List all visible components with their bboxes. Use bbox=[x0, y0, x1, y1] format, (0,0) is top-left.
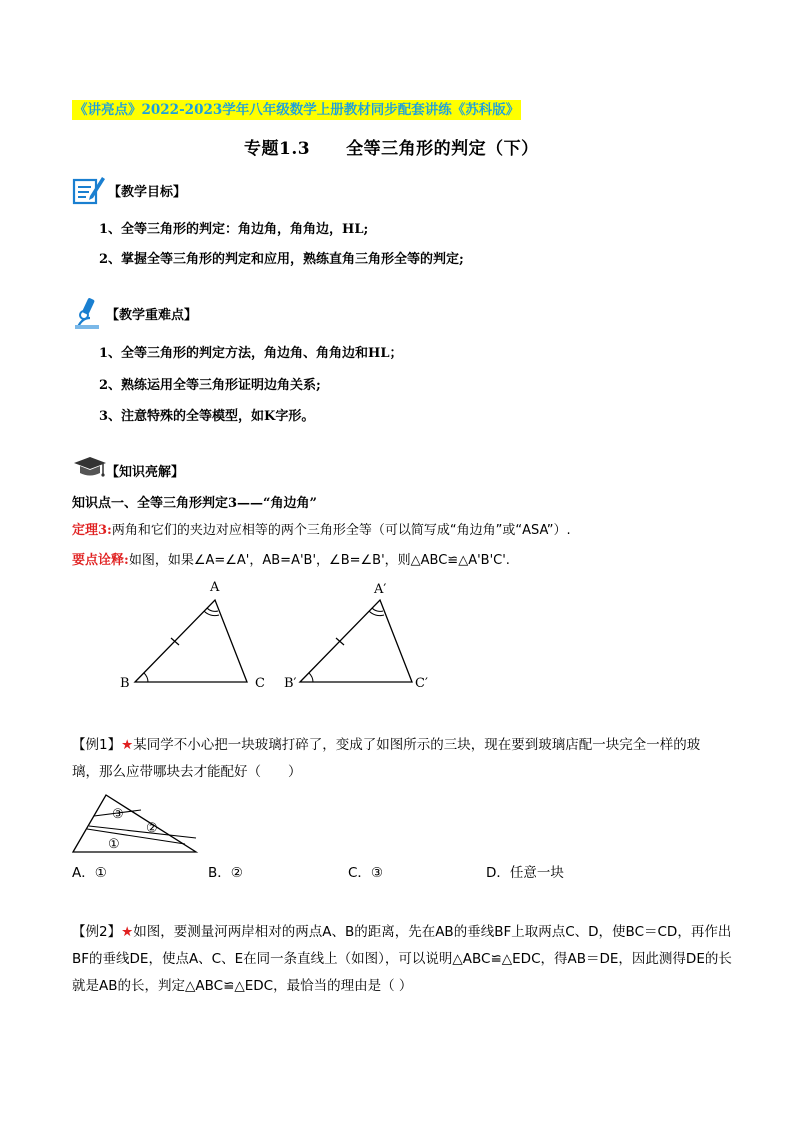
triangle-abc bbox=[120, 580, 265, 691]
objective-item-2: 2、掌握全等三角形的判定和应用，熟练直角三角形全等的判定; bbox=[99, 252, 464, 267]
explain-label: 要点诠释: bbox=[72, 553, 129, 568]
key-explanation bbox=[72, 549, 510, 568]
theorem-text: 两角和它们的夹边对应相等的两个三角形全等（可以简写成“角边角”或“ASA”）. bbox=[111, 523, 571, 538]
example-1 bbox=[72, 732, 726, 786]
congruent-triangles-figure bbox=[110, 575, 450, 695]
piece-2-label: ② bbox=[146, 821, 158, 836]
title-text: 全等三角形的判定（下） bbox=[346, 139, 539, 159]
label-c-prime: C′ bbox=[415, 676, 428, 691]
graduation-cap-icon bbox=[72, 454, 108, 480]
example-2-text: 如图，要测量河两岸相对的两点A、B的距离，先在AB的垂线BF上取两点C、D，使BC＝CD，再作出BF的垂线DE，使点A、C、E在同一条直线上（如图），可以说明△ABC≌△EDC，得AB＝DE，因此测得DE的长就是AB的长，判定△ABC≌△EDC，最恰当的理由是（ ） bbox=[72, 924, 732, 994]
label-a: A bbox=[210, 580, 220, 595]
piece-1-label: ① bbox=[108, 837, 120, 852]
option-b: B．② bbox=[208, 865, 243, 881]
theorem-3 bbox=[72, 519, 571, 538]
piece-3-label: ③ bbox=[112, 807, 124, 822]
explain-text: 如图，如果∠A=∠A'，AB=A'B'，∠B=∠B'，则△ABC≌△A'B'C'. bbox=[128, 553, 510, 568]
knowledge-point-1-title: 知识点一、全等三角形判定3——“角边角” bbox=[72, 496, 318, 511]
header-banner: 《讲亮点》2022-2023学年八年级数学上册教材同步配套讲练《苏科版》 bbox=[74, 102, 520, 118]
key-points-heading: 【教学重难点】 bbox=[106, 308, 198, 323]
option-a: A．① bbox=[72, 865, 107, 881]
theorem-label: 定理3: bbox=[72, 523, 112, 538]
broken-glass-figure bbox=[70, 792, 210, 858]
key-point-item-1: 1、全等三角形的判定方法，角边角、角角边和HL； bbox=[99, 346, 403, 361]
key-point-item-2: 2、熟练运用全等三角形证明边角关系; bbox=[99, 378, 321, 393]
star-icon: ★ bbox=[121, 737, 134, 753]
notepad-pencil-icon bbox=[72, 174, 106, 206]
star-icon-2: ★ bbox=[121, 924, 134, 940]
example-2 bbox=[72, 919, 732, 1000]
page-title bbox=[244, 134, 539, 159]
example-1-text: 某同学不小心把一块玻璃打碎了，变成了如图所示的三块，现在要到玻璃店配一块完全一样的玻璃，那么应带哪块去才能配好（ ） bbox=[72, 737, 701, 780]
example-2-label: 【例2】 bbox=[72, 924, 122, 940]
option-c: C．③ bbox=[348, 865, 384, 881]
option-d: D．任意一块 bbox=[486, 865, 564, 881]
label-b-prime: B′ bbox=[284, 676, 297, 691]
objective-item-1: 1、全等三角形的判定：角边角，角角边，HL; bbox=[99, 222, 369, 237]
label-b: B bbox=[120, 676, 130, 691]
microscope-icon bbox=[72, 296, 104, 330]
example-1-label: 【例1】 bbox=[72, 737, 122, 753]
knowledge-heading: 【知识亮解】 bbox=[106, 465, 185, 480]
triangle-abc-prime bbox=[284, 582, 428, 691]
label-c: C bbox=[255, 676, 265, 691]
label-a-prime: A′ bbox=[374, 582, 387, 597]
title-number: 专题1.3 bbox=[244, 139, 311, 159]
objectives-heading: 【教学目标】 bbox=[108, 185, 187, 200]
key-point-item-3: 3、注意特殊的全等模型，如K字形。 bbox=[99, 409, 315, 424]
